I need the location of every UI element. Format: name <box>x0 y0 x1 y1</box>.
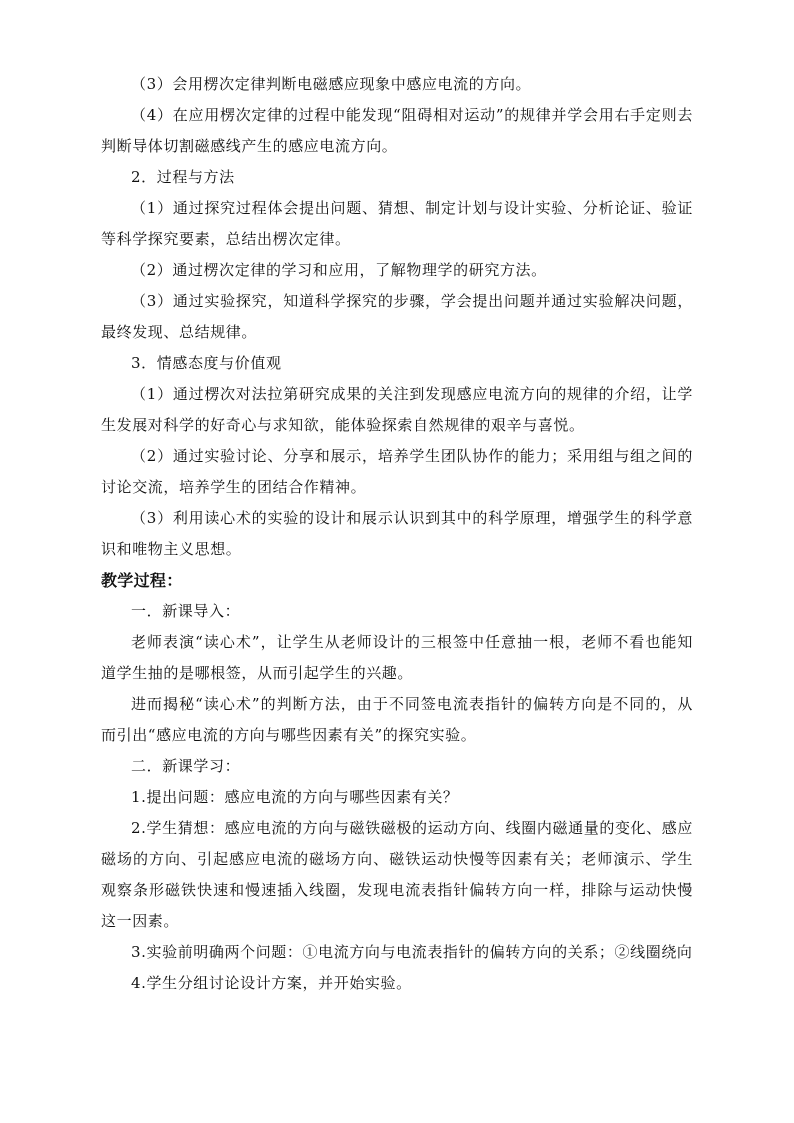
process-item-1: （1）通过探究过程体会提出问题、猜想、制定计划与设计实验、分析论证、验证等科学探究要素，总结出楞次定律。 <box>101 199 693 248</box>
objective-item-3: （3）会用楞次定律判断电磁感应现象中感应电流的方向。 <box>131 75 532 93</box>
subheading-process-method: 2．过程与方法 <box>131 168 235 186</box>
objective-item-4: （4）在应用楞次定律的过程中能发现“阻碍相对运动”的规律并学会用右手定则去判断导体切割磁感线产生的感应电流方向。 <box>101 106 693 155</box>
subheading-new-lesson-study: 二．新课学习： <box>131 757 241 775</box>
attitude-item-1: （1）通过楞次对法拉第研究成果的关注到发现感应电流方向的规律的介绍，让学生发展对科学的好奇心与求知欲，能体验探索自然规律的艰辛与喜悦。 <box>101 385 693 434</box>
intro-paragraph-2: 进而揭秘“读心术”的判断方法，由于不同签电流表指针的偏转方向是不同的，从而引出“感应电流的方向与哪些因素有关”的探究实验。 <box>101 695 693 744</box>
study-step-2: 2.学生猜想：感应电流的方向与磁铁磁极的运动方向、线圈内磁通量的变化、感应磁场的方向、引起感应电流的磁场方向、磁铁运动快慢等因素有关；老师演示、学生观察条形磁铁快速和慢速插入线圈，发现电流表指针偏转方向一样，排除与运动快慢这一因素。 <box>101 819 693 930</box>
process-item-2: （2）通过楞次定律的学习和应用，了解物理学的研究方法。 <box>131 261 547 279</box>
subheading-new-lesson-intro: 一．新课导入： <box>131 602 241 620</box>
process-item-3: （3）通过实验探究，知道科学探究的步骤，学会提出问题并通过实验解决问题，最终发现、总结规律。 <box>101 292 693 341</box>
study-step-1: 1.提出问题：感应电流的方向与哪些因素有关？ <box>131 788 459 806</box>
section-heading-teaching-process: 教学过程： <box>101 571 183 590</box>
subheading-attitude-values: 3．情感态度与价值观 <box>131 354 282 372</box>
attitude-item-2: （2）通过实验讨论、分享和展示，培养学生团队协作的能力；采用组与组之间的讨论交流，培养学生的团结合作精神。 <box>101 447 693 496</box>
attitude-item-3: （3）利用读心术的实验的设计和展示认识到其中的科学原理，增强学生的科学意识和唯物主义思想。 <box>101 509 693 558</box>
document-page <box>101 69 693 999</box>
study-step-3: 3.实验前明确两个问题：①电流方向与电流表指针的偏转方向的关系；②线圈绕向 <box>131 943 693 961</box>
intro-paragraph-1: 老师表演“读心术”，让学生从老师设计的三根签中任意抽一根，老师不看也能知道学生抽的是哪根签，从而引起学生的兴趣。 <box>101 633 693 682</box>
study-step-4: 4.学生分组讨论设计方案，并开始实验。 <box>131 974 412 992</box>
